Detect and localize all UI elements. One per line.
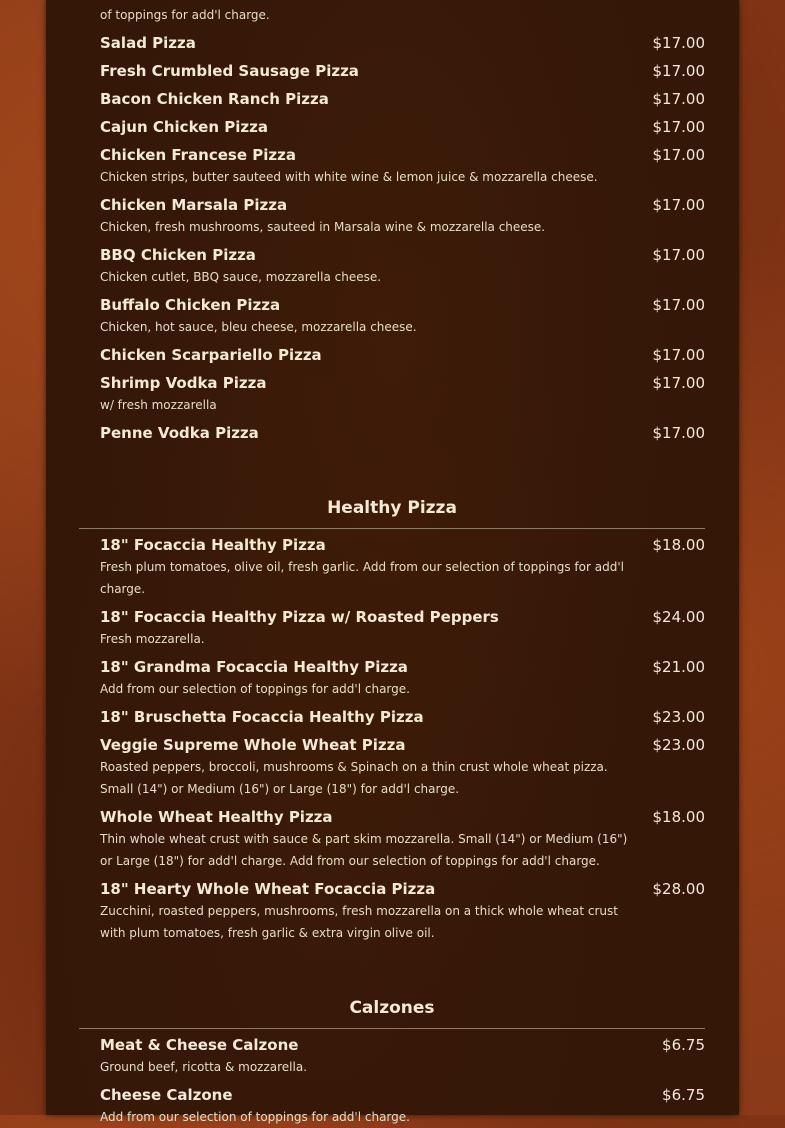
menu-item-name: Cheese Calzone [100,1086,233,1104]
menu-item-name: Chicken Scarpariello Pizza [100,346,322,364]
menu-item-description: w/ fresh mozzarella [100,398,217,412]
section-title: Calzones [349,998,435,1018]
menu-item-name: BBQ Chicken Pizza [100,246,256,264]
menu-item-price: $6.75 [662,1086,705,1104]
menu-item-name: Cajun Chicken Pizza [100,118,268,136]
menu-item-name: Veggie Supreme Whole Wheat Pizza [100,736,406,754]
menu-item-name: Whole Wheat Healthy Pizza [100,808,333,826]
menu-item-price: $17.00 [652,146,705,164]
menu-item-price: $18.00 [652,536,705,554]
menu-item-name: 18" Bruschetta Focaccia Healthy Pizza [100,708,424,726]
section-divider [79,528,705,529]
menu-item-price: $21.00 [652,658,705,676]
menu-item-description: Zucchini, roasted peppers, mushrooms, fresh mozzarella on a thick whole wheat crust with plum tomatoes, fresh garlic & extra virgin olive oil. [100,904,618,940]
menu-item-description: Chicken cutlet, BBQ sauce, mozzarella cheese. [100,270,382,284]
menu-item-name: Chicken Marsala Pizza [100,196,288,214]
menu-item-price: $28.00 [652,880,705,898]
menu-item-price: $23.00 [652,708,705,726]
menu-item-price: $24.00 [652,608,705,626]
menu-item-price: $6.75 [662,1036,705,1054]
menu-item-price: $23.00 [652,736,705,754]
section-title: Healthy Pizza [327,498,457,518]
menu-item-description: Add from our selection of toppings for add'l charge. [100,1110,410,1124]
menu-item-price: $17.00 [652,34,705,52]
menu-item-price: $17.00 [652,374,705,392]
menu-item-description: Add from our selection of toppings for add'l charge. [100,682,410,696]
menu-item-price: $17.00 [652,118,705,136]
menu-item-name: Penne Vodka Pizza [100,424,259,442]
menu-item-name: 18" Focaccia Healthy Pizza [100,536,326,554]
menu-item-name: Chicken Francese Pizza [100,146,296,164]
menu-item-description: Ground beef, ricotta & mozzarella. [100,1060,308,1074]
menu-item-price: $17.00 [652,196,705,214]
menu-item-description: Chicken, fresh mushrooms, sauteed in Marsala wine & mozzarella cheese. [100,220,546,234]
menu-item-price: $17.00 [652,246,705,264]
menu-item-description: Fresh plum tomatoes, olive oil, fresh garlic. Add from our selection of toppings for add'l charge. [100,560,624,596]
menu-item-description: Roasted peppers, broccoli, mushrooms & Spinach on a thin crust whole wheat pizza. Small (14") or Medium (16") or Large (18") for add'l charge. [100,760,608,796]
menu-item-price: $17.00 [652,296,705,314]
menu-item-name: 18" Grandma Focaccia Healthy Pizza [100,658,408,676]
menu-item-name: 18" Focaccia Healthy Pizza w/ Roasted Peppers [100,608,499,626]
menu-item-price: $17.00 [652,62,705,80]
section-divider [79,1028,705,1029]
menu-item-price: $17.00 [652,424,705,442]
menu-item-name: Meat & Cheese Calzone [100,1036,299,1054]
menu-item-name: Fresh Crumbled Sausage Pizza [100,62,359,80]
menu-item-price: $18.00 [652,808,705,826]
menu-item-price: $17.00 [652,90,705,108]
menu-item-name: Buffalo Chicken Pizza [100,296,281,314]
menu-item-description: Chicken strips, butter sauteed with white wine & lemon juice & mozzarella cheese. [100,170,598,184]
menu-item-description: Thin whole wheat crust with sauce & part skim mozzarella. Small (14") or Medium (16") or Large (18") for add'l charge. Add from our selection of toppings for add'l charge. [100,832,628,868]
menu-item-price: $17.00 [652,346,705,364]
menu-item-name: Salad Pizza [100,34,196,52]
menu-item-name: Bacon Chicken Ranch Pizza [100,90,329,108]
menu-item-description: Chicken, hot sauce, bleu cheese, mozzarella cheese. [100,320,417,334]
menu-item-description: Fresh mozzarella. [100,632,205,646]
menu-item-name: Shrimp Vodka Pizza [100,374,267,392]
top-note: of toppings for add'l charge. [100,8,270,22]
menu-item-name: 18" Hearty Whole Wheat Focaccia Pizza [100,880,436,898]
